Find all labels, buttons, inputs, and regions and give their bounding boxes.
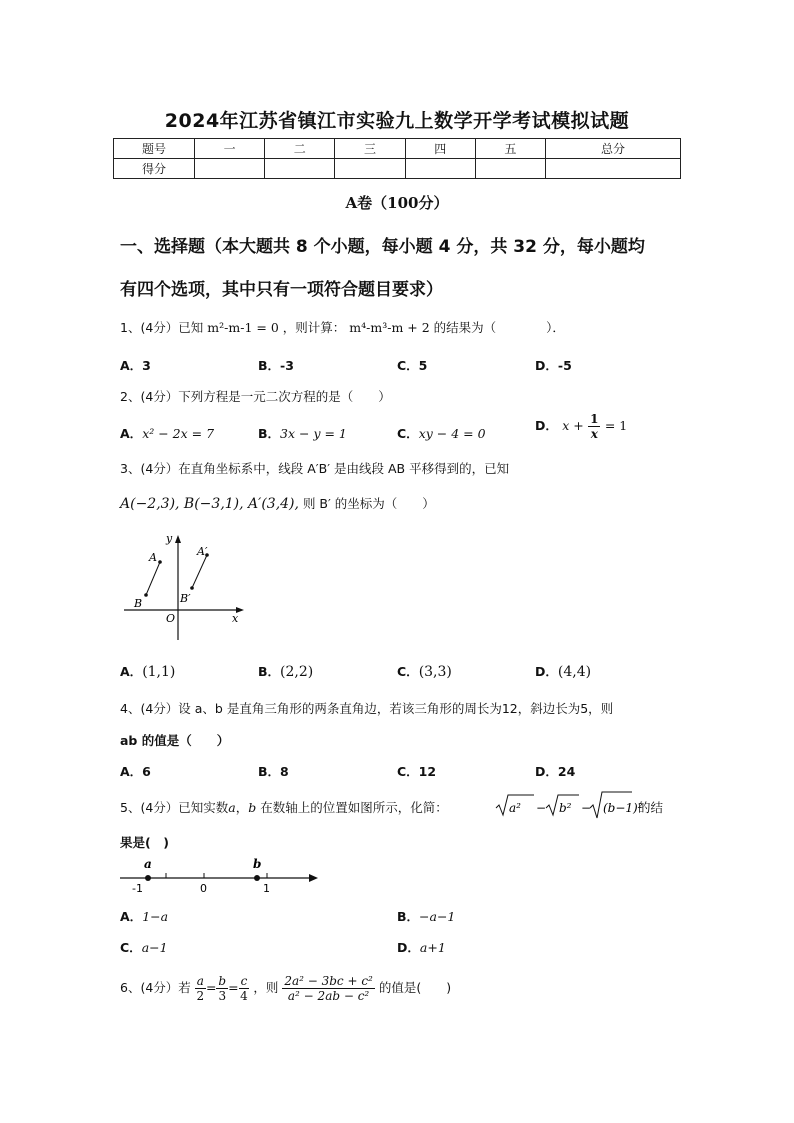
score-cell [546, 159, 681, 179]
q3-option-c[interactable] [397, 662, 452, 680]
big-frac-num: 2a² − 3bc + c² [284, 974, 373, 988]
q1-suffix: 的结果为（ ）． [433, 320, 565, 335]
q2-option-b[interactable] [258, 424, 347, 442]
question-6 [120, 974, 451, 1003]
frac-num: c [240, 974, 248, 988]
q6-frac-c4 [239, 974, 250, 1003]
big-frac-den: a² − 2ab − c² [287, 989, 370, 1003]
q5-var-a: a [228, 800, 236, 815]
q2-option-d[interactable] [535, 412, 627, 441]
q6-mid: ，则 [253, 980, 279, 995]
q2-fraction [588, 412, 600, 441]
question-4-line2: ab 的值是（ ） [120, 733, 230, 748]
point-b [144, 593, 148, 597]
question-2: 2、(4分）下列方程是一元二次方程的是（ ） [120, 389, 391, 404]
score-cell: 得分 [114, 159, 195, 179]
label-b1: B′ [180, 592, 191, 605]
q5-option-c[interactable] [120, 938, 168, 956]
q2-expr-a: x² − 2x = 7 [142, 426, 215, 441]
radicand-b-minus-1: (b−1)² [603, 801, 643, 815]
q2-option-a[interactable] [120, 424, 214, 442]
q4-option-b[interactable]: B．8 [258, 764, 289, 779]
q2-option-c[interactable] [397, 424, 486, 442]
score-cell [475, 159, 545, 179]
score-cell: 二 [265, 139, 335, 159]
y-label: y [166, 532, 173, 545]
minus: − [536, 801, 547, 815]
q4-option-a[interactable]: A．6 [120, 764, 151, 779]
q3-label-b: B． [258, 664, 281, 679]
q5-option-d[interactable] [397, 938, 446, 956]
volume-heading: A卷（100分） [345, 194, 449, 212]
q5-value-b: −a−1 [419, 909, 456, 924]
score-cell: 四 [405, 139, 475, 159]
tick-label-neg1: -1 [132, 882, 143, 895]
q2-expr-d-right: = 1 [604, 418, 628, 433]
q5-number-line [118, 854, 323, 896]
segment-ab [146, 562, 160, 595]
q2-expr-c: xy − 4 = 0 [418, 426, 486, 441]
origin-label: O [166, 612, 176, 625]
q3-value-a: (1,1) [142, 664, 176, 680]
section-heading-line2: 有四个选项，其中只有一项符合题目要求） [120, 280, 443, 300]
exam-title: 2024年江苏省镇江市实验九上数学开学考试模拟试题 [164, 110, 630, 132]
q2-frac-den: x [590, 427, 598, 441]
q3-value-d: (4,4) [557, 664, 592, 680]
score-table [113, 138, 681, 179]
frac-num: a [196, 974, 204, 988]
q5-line1-suffix: 的结 [638, 800, 664, 815]
q6-frac-b3 [216, 974, 228, 1003]
q1-option-b[interactable]: B．-3 [258, 358, 294, 373]
q2-label-c: C． [397, 426, 419, 441]
equals: = [205, 980, 217, 995]
label-b: B [134, 597, 143, 610]
q3-value-b: (2,2) [280, 664, 314, 680]
q2-expr-d-left: x + [562, 418, 584, 433]
q3-suffix: 则 B′ 的坐标为（ ） [298, 496, 435, 511]
score-cell [265, 159, 335, 179]
q5-radical-expression [494, 790, 643, 820]
q1-option-a[interactable]: A．3 [120, 358, 151, 373]
question-4-line1: 4、(4分）设 a、b 是直角三角形的两条直角边，若该三角形的周长为12，斜边长为5，则 [120, 701, 614, 716]
q6-big-fraction [282, 974, 375, 1003]
q5-mid: 在数轴上的位置如图所示，化简： [256, 800, 448, 815]
point-a [145, 875, 151, 881]
label-a: a [144, 857, 152, 871]
tick-label-0: 0 [200, 882, 207, 895]
q1-expr2: m⁴-m³-m + 2 [349, 320, 430, 335]
q6-prefix: 6、(4分）若 [120, 980, 191, 995]
score-cell [335, 159, 405, 179]
radicand-b: b² [559, 801, 572, 815]
q3-option-b[interactable] [258, 662, 313, 680]
score-cell: 五 [475, 139, 545, 159]
label-a: A [149, 551, 157, 564]
q1-option-c[interactable]: C．5 [397, 358, 428, 373]
score-cell: 总分 [546, 139, 681, 159]
segment-a1b1 [192, 555, 207, 588]
q5-option-a[interactable] [120, 907, 168, 925]
point-b1 [190, 586, 194, 590]
score-cell: 三 [335, 139, 405, 159]
q5-sep: ， [235, 800, 249, 815]
q3-option-a[interactable] [120, 662, 175, 680]
question-3-line1: 3、(4分）在直角坐标系中，线段 A′B′ 是由线段 AB 平移得到的，已知 [120, 461, 510, 476]
q5-value-c: a−1 [141, 940, 168, 955]
question-5-line2: 果是( ) [120, 835, 169, 850]
q5-label-a: A． [120, 909, 143, 924]
frac-den: 2 [196, 989, 205, 1003]
radicand-a: a² [509, 801, 521, 815]
q5-label-d: D． [397, 940, 420, 955]
q5-value-d: a+1 [419, 940, 446, 955]
frac-num: b [218, 974, 227, 988]
frac-den: 4 [240, 989, 248, 1003]
q3-label-a: A． [120, 664, 143, 679]
q2-label-d: D． [535, 418, 558, 433]
q2-label-b: B． [258, 426, 281, 441]
point-a [158, 560, 162, 564]
frac-den: 3 [218, 989, 227, 1003]
q1-prefix: 1、(4分）已知 [120, 320, 204, 335]
y-axis-arrow [175, 535, 181, 543]
label-b: b [253, 857, 262, 871]
q6-frac-a2 [195, 974, 206, 1003]
question-1 [120, 318, 565, 336]
q2-expr-b: 3x − y = 1 [280, 426, 347, 441]
q3-label-c: C． [397, 664, 419, 679]
q3-option-d[interactable] [535, 662, 591, 680]
q3-label-d: D． [535, 664, 558, 679]
q6-suffix: 的值是( ) [378, 980, 452, 995]
section-heading-line1: 一、选择题（本大题共 8 个小题，每小题 4 分，共 32 分，每小题均 [120, 237, 645, 257]
minus: − [581, 801, 592, 815]
q2-label-a: A． [120, 426, 143, 441]
q5-option-b[interactable] [397, 907, 455, 925]
q2-frac-num: 1 [590, 412, 599, 426]
score-table-header-row [114, 139, 681, 159]
score-cell [195, 159, 265, 179]
tick-label-1: 1 [263, 882, 270, 895]
q3-coords: A(−2,3), B(−3,1), A′(3,4), [120, 496, 299, 512]
question-5-line1 [120, 798, 448, 816]
score-cell: 一 [195, 139, 265, 159]
equals: = [228, 980, 239, 995]
q4-option-d[interactable]: D．24 [535, 764, 576, 779]
question-3-line2 [120, 494, 435, 512]
q1-option-d[interactable]: D．-5 [535, 358, 572, 373]
q5-var-b: b [248, 800, 257, 815]
number-line-arrow [309, 874, 318, 882]
label-a1: A′ [197, 545, 208, 558]
score-cell: 题号 [114, 139, 195, 159]
q3-value-c: (3,3) [418, 664, 452, 680]
q5-label-b: B． [397, 909, 420, 924]
q1-mid: ，则计算： [282, 320, 346, 335]
q4-option-c[interactable]: C．12 [397, 764, 437, 779]
q3-coordinate-figure [118, 530, 248, 645]
q1-expr1: m²-m-1 = 0 [207, 320, 279, 335]
q5-prefix: 5、(4分）已知实数 [120, 800, 229, 815]
point-b [254, 875, 260, 881]
score-cell [405, 159, 475, 179]
q5-label-c: C． [120, 940, 142, 955]
x-label: x [232, 612, 239, 625]
score-table-score-row [114, 159, 681, 179]
q5-value-a: 1−a [142, 909, 169, 924]
